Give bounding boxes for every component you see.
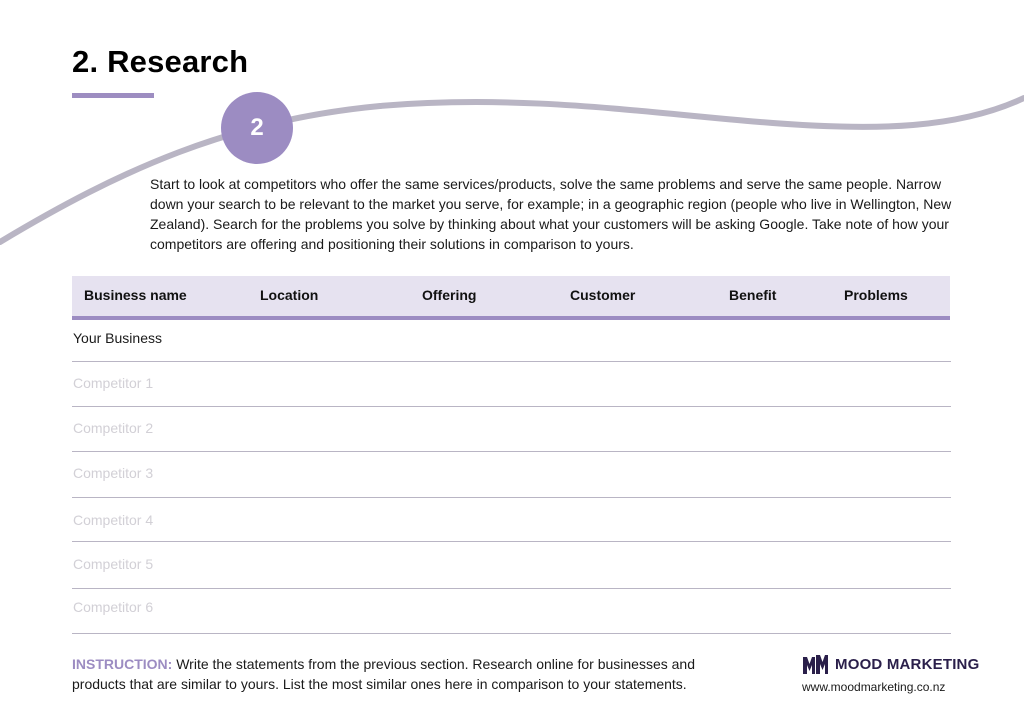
brand-name: MOOD MARKETING <box>835 656 980 673</box>
table-header <box>72 276 950 320</box>
row-label-competitor-1: Competitor 1 <box>73 375 154 391</box>
column-header-customer: Customer <box>570 287 636 303</box>
column-header-business-name: Business name <box>84 287 187 303</box>
row-label-competitor-3: Competitor 3 <box>73 465 154 481</box>
table-row <box>72 452 951 498</box>
column-header-offering: Offering <box>422 287 477 303</box>
step-number-badge: 2 <box>221 92 293 164</box>
row-label-competitor-5: Competitor 5 <box>73 556 154 572</box>
table-row <box>72 407 951 452</box>
row-label-competitor-4: Competitor 4 <box>73 512 154 528</box>
table-row <box>72 498 951 542</box>
table-row <box>72 320 951 362</box>
website-url[interactable]: www.moodmarketing.co.nz <box>802 680 946 694</box>
column-header-problems: Problems <box>844 287 908 303</box>
table-row <box>72 542 951 589</box>
mood-marketing-logo-icon <box>802 654 829 675</box>
instruction-body: Write the statements from the previous section. Research online for businesses and products that are similar to yours. List the most similar ones here in comparison to your statements. <box>72 656 695 692</box>
row-label-competitor-6: Competitor 6 <box>73 599 154 615</box>
row-label-competitor-2: Competitor 2 <box>73 420 154 436</box>
row-label-your-business: Your Business <box>73 330 162 346</box>
intro-paragraph: Start to look at competitors who offer the same services/products, solve the same problems and serve the same people. Narrow down your search to be relevant to the market you serve, for example; in a geographic region (people who live in Wellington, New Zealand). Search for the problems you solve by thinking about what your customers will be asking Google. Take note of how your competitors are offering and positioning their solutions in comparison to yours. <box>150 176 952 252</box>
table-row <box>72 362 951 407</box>
instruction-label: INSTRUCTION: <box>72 656 173 672</box>
page-title: 2. Research <box>72 44 249 79</box>
column-header-benefit: Benefit <box>729 287 777 303</box>
column-header-location: Location <box>260 287 319 303</box>
table-row <box>72 589 951 634</box>
research-table <box>72 276 950 615</box>
brand-block <box>802 654 979 675</box>
instruction-text <box>72 654 752 694</box>
